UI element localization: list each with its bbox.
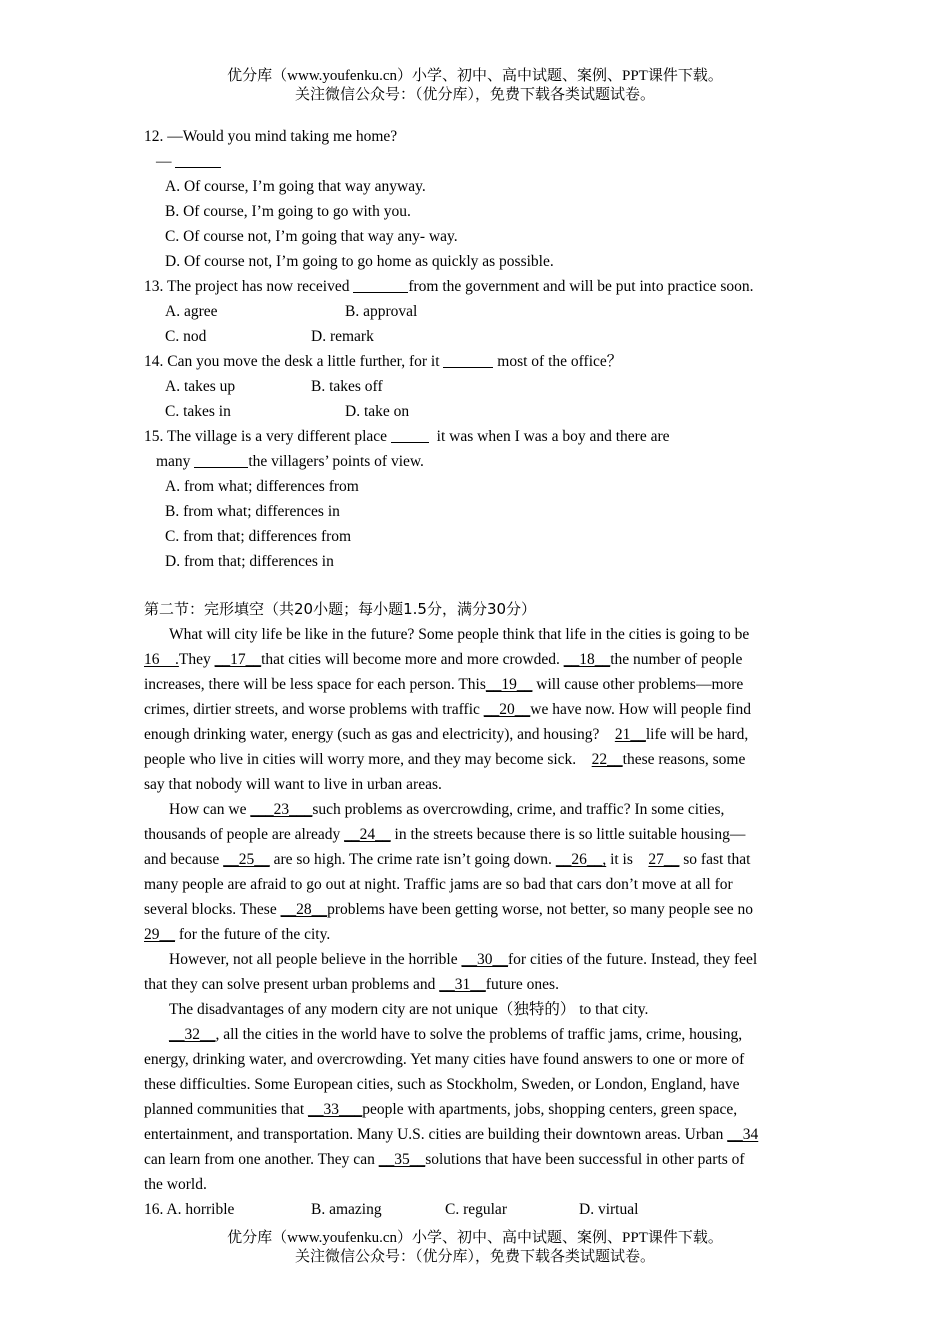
p2-line-6: [144, 922, 806, 947]
p2-text-12: for the future of the city.: [175, 926, 331, 943]
p2-text-1: How can we: [169, 801, 251, 818]
p5-text-4: planned communities that: [144, 1101, 309, 1118]
q16-option-b: B. amazing: [311, 1201, 382, 1218]
q12-option-c: C. Of course not, I’m going that way any- way.: [165, 228, 458, 245]
q13-stem: [144, 274, 806, 299]
blank-33: __33___: [308, 1101, 363, 1118]
q13-options-row-1: [144, 299, 806, 324]
footer-line-1: 优分库（www.youfenku.cn）小学、初中、高中试题、案例、PPT课件下载。: [227, 1230, 723, 1246]
footer-line-2: 关注微信公众号：（优分库），免费下载各类试题试卷。: [294, 1249, 655, 1265]
p1-text-6: will cause other problems—more: [532, 676, 744, 693]
question-13: [144, 274, 806, 349]
p1-line-5: [144, 722, 806, 747]
p1-line-4: [144, 697, 806, 722]
blank-18: __18__: [563, 651, 611, 668]
blank-27: 27__: [648, 851, 680, 868]
q14-blank: [443, 351, 493, 368]
p3-text-2: for cities of the future. Instead, they feel: [508, 951, 758, 968]
question-12: [144, 124, 806, 274]
q12-option-b: B. Of course, I’m going to go with you.: [165, 203, 411, 220]
p2-text-11: problems have been getting worse, not better, so many people see no: [327, 901, 754, 918]
p1-line-3: [144, 672, 806, 697]
q12-blank: [175, 151, 221, 168]
p2-text-4: in the streets because there is so little suitable housing—: [390, 826, 746, 843]
p1-line-2: [144, 647, 806, 672]
p5-line-5: [144, 1122, 806, 1147]
p2-line-4: many people are afraid to go out at night. Traffic jams are so bad that cars don’t move at all for: [144, 876, 733, 893]
q15-blank-2: [194, 451, 248, 468]
p1-line-1: What will city life be like in the future? Some people think that life in the cities is going to be: [169, 626, 750, 643]
page-header: [0, 67, 950, 105]
p2-text-5: and because: [144, 851, 224, 868]
q12-dash: —: [156, 153, 172, 170]
p1-text-2: They: [178, 651, 215, 668]
q15-blank-1: [391, 426, 429, 443]
blank-23: ___23___: [250, 801, 313, 818]
p2-line-2: [144, 822, 806, 847]
q12-answer-line: [144, 149, 806, 174]
blank-35: __35__: [378, 1151, 426, 1168]
q14-option-b: B. takes off: [311, 378, 383, 395]
blank-34: __34: [727, 1126, 759, 1143]
header-line-1: 优分库（www.youfenku.cn）小学、初中、高中试题、案例、PPT课件下载。: [227, 68, 723, 84]
q15-stem-pre: 15. The village is a very different place: [144, 428, 391, 445]
p5-line-1: [144, 1022, 806, 1047]
q14-stem-post: most of the office？: [493, 353, 623, 370]
blank-22: 22__: [591, 751, 623, 768]
page-content: [144, 124, 806, 1222]
p3-text-1: However, not all people believe in the horrible: [169, 951, 462, 968]
section-title: 第二节：完形填空（共20小题；每小题1.5分，满分30分）: [144, 600, 537, 618]
p1-text-7: crimes, dirtier streets, and worse problems with traffic: [144, 701, 484, 718]
p2-text-3: thousands of people are already: [144, 826, 345, 843]
q14-options-row-2: [144, 399, 806, 424]
p2-text-2: such problems as overcrowding, crime, and traffic? In some cities,: [312, 801, 725, 818]
blank-16: 16 .: [144, 651, 179, 668]
blank-29: 29__: [144, 926, 175, 943]
q15-option-b: B. from what; differences in: [165, 503, 340, 520]
blank-30: __30__: [461, 951, 508, 968]
p3-text-4: future ones.: [485, 976, 559, 993]
p2-text-8: so fast that: [679, 851, 751, 868]
q15-stem-line-2: [144, 449, 806, 474]
q14-stem-pre: 14. Can you move the desk a little further, for it: [144, 353, 444, 370]
q15-stem-line-1: [144, 424, 806, 449]
p2-line-1: [144, 797, 806, 822]
p5-line-2: energy, drinking water, and overcrowding. Yet many cities have found answers to one or more of: [144, 1051, 745, 1068]
p5-text-8: solutions that have been successful in other parts of: [425, 1151, 745, 1168]
p1-text-12: these reasons, some: [622, 751, 746, 768]
p3-line-2: [144, 972, 806, 997]
p5-text-6: entertainment, and transportation. Many U.S. cities are building their downtown areas. Urban: [144, 1126, 728, 1143]
p5-text-1: , all the cities in the world have to solve the problems of traffic jams, crime, housing,: [215, 1026, 743, 1043]
blank-32: __32__: [169, 1026, 216, 1043]
blank-24: __24__: [344, 826, 391, 843]
p1-text-9: enough drinking water, energy (such as gas and electricity), and housing?: [144, 726, 615, 743]
p2-text-7: it is: [606, 851, 649, 868]
passage-paragraph-2: [144, 797, 806, 947]
p1-line-6: [144, 747, 806, 772]
q16-option-c: C. regular: [445, 1201, 507, 1218]
p5-text-7: can learn from one another. They can: [144, 1151, 379, 1168]
p3-line-1: [144, 947, 806, 972]
page-footer: [0, 1229, 950, 1267]
p1-text-4: the number of people: [610, 651, 743, 668]
passage-paragraph-1: [144, 622, 806, 797]
passage-paragraph-3: [144, 947, 806, 997]
q15-option-a: A. from what; differences from: [165, 478, 359, 495]
q13-option-b: B. approval: [345, 303, 418, 320]
p2-text-6: are so high. The crime rate isn’t going down.: [269, 851, 556, 868]
q16-option-d: D. virtual: [579, 1201, 639, 1218]
q13-blank: [353, 276, 408, 293]
p1-line-7: say that nobody will want to live in urban areas.: [144, 776, 442, 793]
q13-stem-pre: 13. The project has now received: [144, 278, 354, 295]
section-gap: [144, 574, 806, 597]
question-15: [144, 424, 806, 574]
q12-stem: 12. —Would you mind taking me home?: [144, 128, 398, 145]
p5-text-5: people with apartments, jobs, shopping centers, green space,: [362, 1101, 738, 1118]
blank-21: 21__: [614, 726, 646, 743]
p1-text-11: people who live in cities will worry more, and they may become sick.: [144, 751, 592, 768]
p1-text-3: that cities will become more and more crowded.: [261, 651, 564, 668]
blank-25: __25__: [223, 851, 270, 868]
q13-options-row-2: [144, 324, 806, 349]
passage-paragraph-4: The disadvantages of any modern city are not unique（独特的） to that city.: [169, 1001, 649, 1018]
q14-options-row-1: [144, 374, 806, 399]
q14-stem: [144, 349, 806, 374]
q14-option-d: D. take on: [345, 403, 410, 420]
question-14: [144, 349, 806, 424]
p1-text-10: life will be hard,: [645, 726, 749, 743]
p1-text-5: increases, there will be less space for each person. This: [144, 676, 486, 693]
p5-line-4: [144, 1097, 806, 1122]
p2-line-5: [144, 897, 806, 922]
header-line-2: 关注微信公众号：（优分库），免费下载各类试题试卷。: [294, 87, 655, 103]
p5-line-3: these difficulties. Some European cities, such as Stockholm, Sweden, or London, England, have: [144, 1076, 740, 1093]
q15-option-d: D. from that; differences in: [165, 553, 334, 570]
q15-option-c: C. from that; differences from: [165, 528, 352, 545]
p5-line-6: [144, 1147, 806, 1172]
blank-17: __17__: [214, 651, 262, 668]
q14-option-c: C. takes in: [165, 403, 231, 420]
blank-20: __20__: [483, 701, 531, 718]
q12-option-d: D. Of course not, I’m going to go home as quickly as possible.: [165, 253, 554, 270]
p3-text-3: that they can solve present urban problems and: [144, 976, 440, 993]
q13-option-c: C. nod: [165, 328, 207, 345]
p2-line-3: [144, 847, 806, 872]
question-16-options: [144, 1197, 806, 1222]
blank-26: __26__,: [555, 851, 607, 868]
q14-option-a: A. takes up: [165, 378, 236, 395]
blank-31: __31__: [439, 976, 486, 993]
q15-stem-mid: it was when I was a boy and there are: [428, 428, 670, 445]
blank-28: __28__: [280, 901, 328, 918]
p5-line-7: the world.: [144, 1176, 207, 1193]
q12-option-a: A. Of course, I’m going that way anyway.: [165, 178, 426, 195]
p1-text-8: we have now. How will people find: [530, 701, 751, 718]
q13-stem-post: from the government and will be put into practice soon.: [408, 278, 754, 295]
q15-stem2-post: the villagers’ points of view.: [248, 453, 424, 470]
q16-option-a: 16. A. horrible: [144, 1201, 235, 1218]
passage-paragraph-5: [144, 1022, 806, 1197]
q15-stem2-pre: many: [156, 453, 195, 470]
blank-19: __19__: [485, 676, 533, 693]
p2-text-10: several blocks. These: [144, 901, 281, 918]
q13-option-d: D. remark: [311, 328, 374, 345]
q13-option-a: A. agree: [165, 303, 218, 320]
